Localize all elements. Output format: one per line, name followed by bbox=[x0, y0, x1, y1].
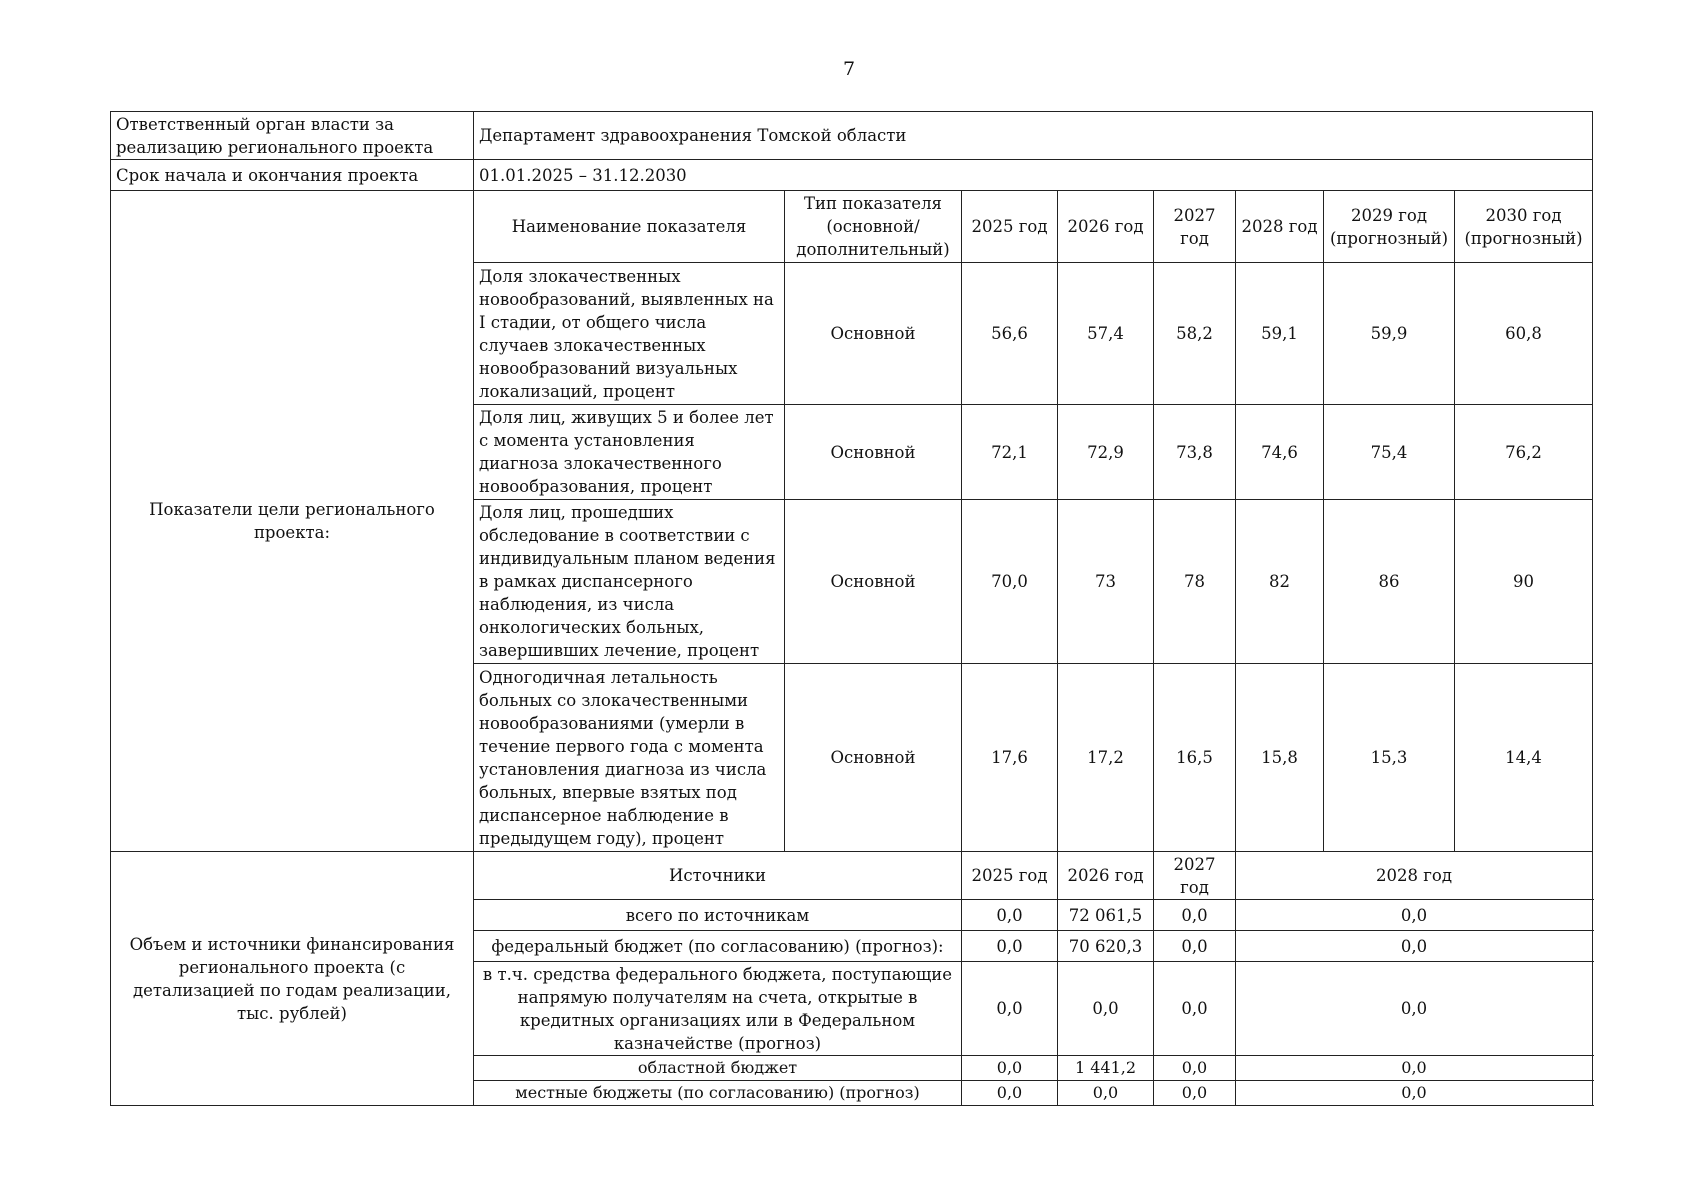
indicator-value-2026: 73 bbox=[1058, 500, 1154, 664]
header-sources: Источники bbox=[474, 852, 962, 900]
indicator-value-2028: 82 bbox=[1236, 500, 1324, 664]
indicator-value-2028: 15,8 bbox=[1236, 664, 1324, 852]
header-indicator-name: Наименование показателя bbox=[474, 191, 785, 263]
indicator-value-2027: 16,5 bbox=[1154, 664, 1236, 852]
indicator-value-2026: 17,2 bbox=[1058, 664, 1154, 852]
financing-header-2027: 2027 год bbox=[1154, 852, 1236, 900]
financing-value-2028: 0,0 bbox=[1236, 1081, 1593, 1106]
indicator-value-2030: 90 bbox=[1455, 500, 1593, 664]
financing-value-2026: 0,0 bbox=[1058, 1081, 1154, 1106]
indicator-value-2025: 72,1 bbox=[962, 405, 1058, 500]
financing-section-label: Объем и источники финансирования регионального проекта (с детализацией по годам реализации, тыс. рублей) bbox=[111, 852, 474, 1106]
financing-source: местные бюджеты (по согласованию) (прогноз) bbox=[474, 1081, 962, 1106]
financing-value-2026: 1 441,2 bbox=[1058, 1056, 1154, 1081]
financing-value-2025: 0,0 bbox=[962, 1081, 1058, 1106]
indicator-value-2026: 57,4 bbox=[1058, 263, 1154, 405]
header-2027: 2027 год bbox=[1154, 191, 1236, 263]
indicator-value-2027: 78 bbox=[1154, 500, 1236, 664]
indicator-name: Доля злокачественных новообразований, выявленных на I стадии, от общего числа случаев злокачественных новообразований визуальных локализаций, процент bbox=[474, 263, 785, 405]
indicator-name: Одногодичная летальность больных со злокачественными новообразованиями (умерли в течение первого года с момента установления диагноза из числа больных, впервые взятых под диспансерное наблюдение в предыдущем году), процент bbox=[474, 664, 785, 852]
responsible-label: Ответственный орган власти за реализацию регионального проекта bbox=[111, 112, 474, 160]
indicator-type: Основной bbox=[785, 664, 962, 852]
indicator-name: Доля лиц, прошедших обследование в соответствии с индивидуальным планом ведения в рамках диспансерного наблюдения, из числа онкологических больных, завершивших лечение, процент bbox=[474, 500, 785, 664]
header-2028: 2028 год bbox=[1236, 191, 1324, 263]
financing-header-2028: 2028 год bbox=[1236, 852, 1593, 900]
indicator-name: Доля лиц, живущих 5 и более лет с момента установления диагноза злокачественного новообразования, процент bbox=[474, 405, 785, 500]
financing-value-2028: 0,0 bbox=[1236, 1056, 1593, 1081]
financing-value-2026: 70 620,3 bbox=[1058, 931, 1154, 962]
indicators-section-label: Показатели цели регионального проекта: bbox=[111, 191, 474, 852]
financing-value-2025: 0,0 bbox=[962, 900, 1058, 931]
indicator-value-2030: 14,4 bbox=[1455, 664, 1593, 852]
financing-value-2028: 0,0 bbox=[1236, 962, 1593, 1056]
financing-header-row bbox=[111, 852, 1593, 900]
indicator-value-2025: 56,6 bbox=[962, 263, 1058, 405]
financing-source: всего по источникам bbox=[474, 900, 962, 931]
financing-value-2028: 0,0 bbox=[1236, 900, 1593, 931]
indicator-value-2029: 75,4 bbox=[1324, 405, 1455, 500]
financing-source: федеральный бюджет (по согласованию) (прогноз): bbox=[474, 931, 962, 962]
indicators-header-row bbox=[111, 191, 1593, 263]
responsible-value: Департамент здравоохранения Томской области bbox=[474, 112, 1593, 160]
indicator-value-2025: 70,0 bbox=[962, 500, 1058, 664]
financing-value-2027: 0,0 bbox=[1154, 900, 1236, 931]
header-indicator-type: Тип показателя (основной/ дополнительный) bbox=[785, 191, 962, 263]
header-2029: 2029 год (прогнозный) bbox=[1324, 191, 1455, 263]
header-2030: 2030 год (прогнозный) bbox=[1455, 191, 1593, 263]
indicator-value-2027: 58,2 bbox=[1154, 263, 1236, 405]
financing-value-2027: 0,0 bbox=[1154, 1081, 1236, 1106]
financing-value-2028: 0,0 bbox=[1236, 931, 1593, 962]
indicator-type: Основной bbox=[785, 263, 962, 405]
indicator-value-2026: 72,9 bbox=[1058, 405, 1154, 500]
indicator-value-2028: 59,1 bbox=[1236, 263, 1324, 405]
header-2026: 2026 год bbox=[1058, 191, 1154, 263]
indicator-value-2030: 60,8 bbox=[1455, 263, 1593, 405]
financing-value-2025: 0,0 bbox=[962, 962, 1058, 1056]
financing-value-2025: 0,0 bbox=[962, 1056, 1058, 1081]
indicator-value-2025: 17,6 bbox=[962, 664, 1058, 852]
financing-value-2027: 0,0 bbox=[1154, 962, 1236, 1056]
financing-header-2026: 2026 год bbox=[1058, 852, 1154, 900]
indicator-type: Основной bbox=[785, 405, 962, 500]
indicator-value-2028: 74,6 bbox=[1236, 405, 1324, 500]
period-label: Срок начала и окончания проекта bbox=[111, 160, 474, 191]
financing-header-2025: 2025 год bbox=[962, 852, 1058, 900]
indicator-value-2029: 86 bbox=[1324, 500, 1455, 664]
financing-value-2027: 0,0 bbox=[1154, 1056, 1236, 1081]
period-row bbox=[111, 160, 1593, 191]
indicator-value-2027: 73,8 bbox=[1154, 405, 1236, 500]
indicator-value-2030: 76,2 bbox=[1455, 405, 1593, 500]
financing-source: областной бюджет bbox=[474, 1056, 962, 1081]
financing-value-2025: 0,0 bbox=[962, 931, 1058, 962]
indicator-value-2029: 15,3 bbox=[1324, 664, 1455, 852]
page-number: 7 bbox=[842, 58, 856, 80]
header-2025: 2025 год bbox=[962, 191, 1058, 263]
financing-value-2026: 72 061,5 bbox=[1058, 900, 1154, 931]
indicator-value-2029: 59,9 bbox=[1324, 263, 1455, 405]
responsible-row bbox=[111, 112, 1593, 160]
financing-value-2026: 0,0 bbox=[1058, 962, 1154, 1056]
financing-source: в т.ч. средства федерального бюджета, поступающие напрямую получателям на счета, открытые в кредитных организациях или в Федеральном казначействе (прогноз) bbox=[474, 962, 962, 1056]
project-passport-table bbox=[110, 111, 1593, 1106]
period-value: 01.01.2025 – 31.12.2030 bbox=[474, 160, 1593, 191]
indicator-type: Основной bbox=[785, 500, 962, 664]
financing-value-2027: 0,0 bbox=[1154, 931, 1236, 962]
